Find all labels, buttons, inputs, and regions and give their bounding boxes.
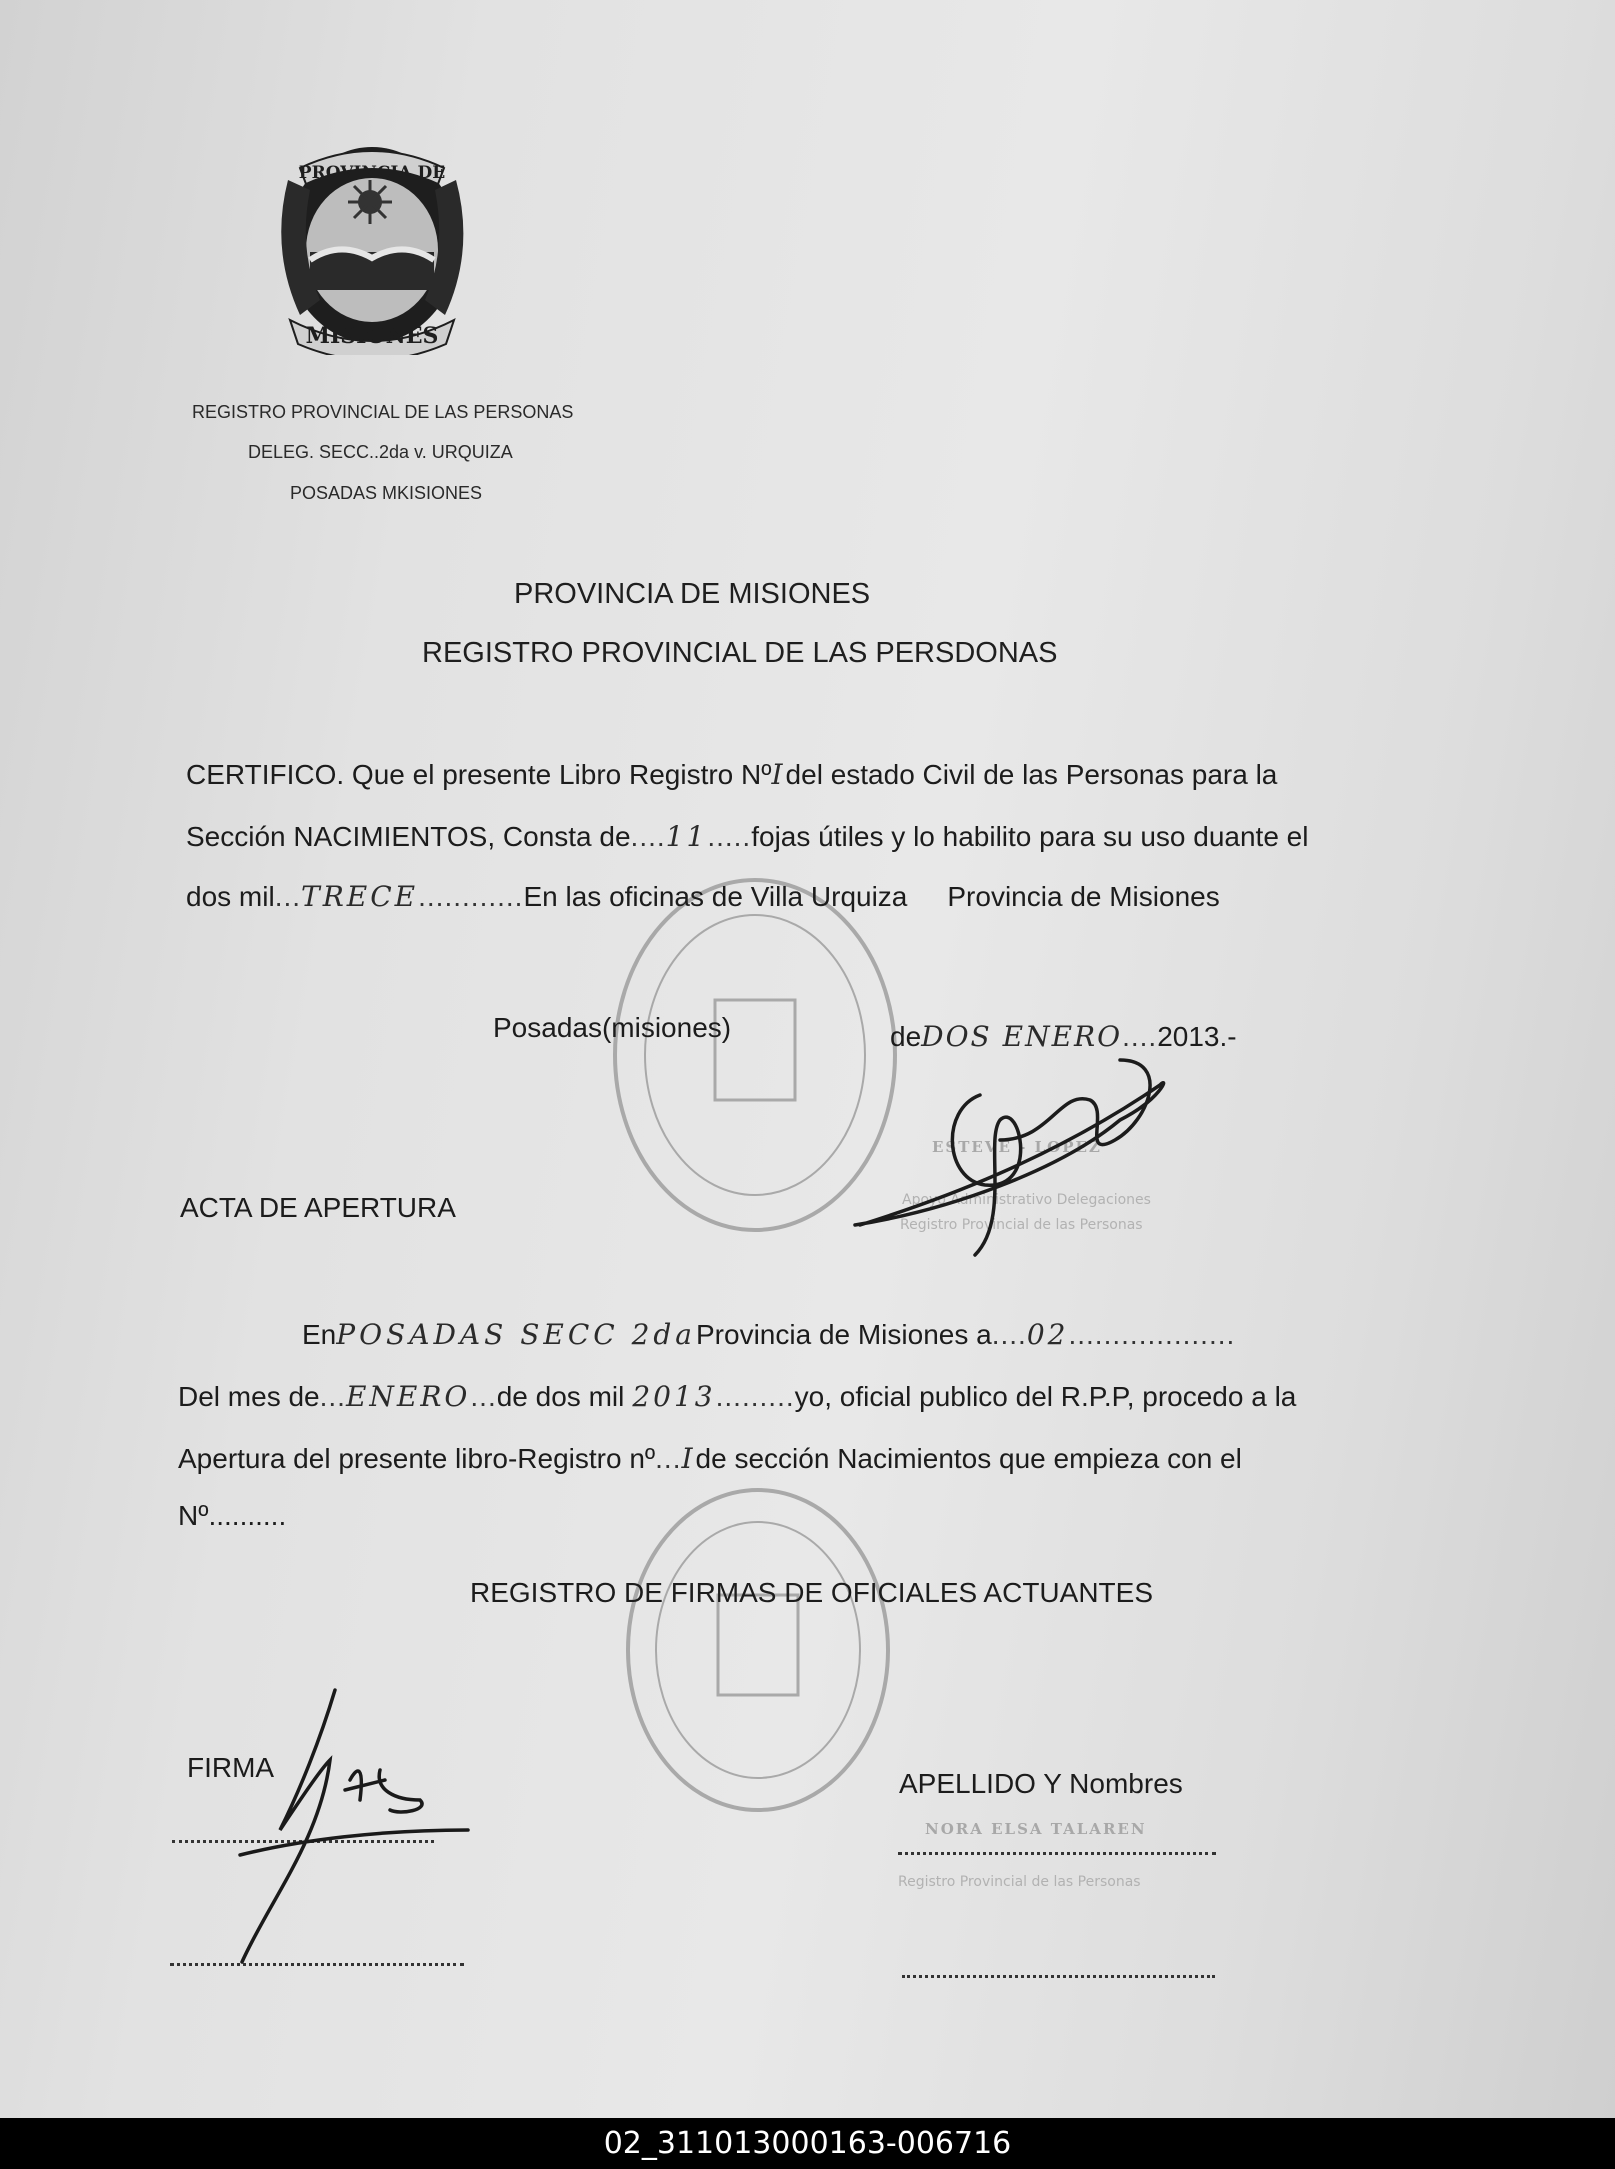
cert-line-2-dots-b: ..... — [707, 821, 752, 852]
firma-stamp-sub: Registro Provincial de las Personas — [898, 1874, 1141, 1890]
apertura-line-1-dots-a: .... — [991, 1319, 1027, 1350]
apertura-place-handwritten: POSADAS SECC 2da — [336, 1318, 696, 1351]
apertura-line-1-text-b: Provincia de Misiones a — [696, 1319, 992, 1350]
signature-1-stamp-name: ESTEVE - LOPEZ — [932, 1138, 1102, 1156]
crest-top-text: PROVINCIA DE — [298, 163, 446, 183]
cert-line-3-text-c: Provincia de Misiones — [947, 881, 1220, 912]
apertura-line-3-text-a: Apertura del presente libro-Registro nº — [178, 1443, 656, 1474]
apertura-day-handwritten: 02 — [1026, 1318, 1069, 1351]
apertura-line-2-text-c: yo, oficial publico del R.P.P, procedo a la — [794, 1381, 1297, 1412]
apertura-year-handwritten: 2013 — [632, 1380, 716, 1413]
apertura-book-number: I — [681, 1442, 696, 1475]
cert-year-words: TRECE — [301, 880, 419, 913]
crest-bottom-text: MISIONES — [305, 323, 439, 349]
apertura-line-1-dots-b: ................... — [1068, 1319, 1236, 1350]
apertura-line-2-dots-a: ... — [319, 1381, 346, 1412]
firma-stamp-name: NORA ELSA TALAREN — [925, 1820, 1147, 1838]
cert-place: Posadas(misiones) — [493, 1012, 732, 1043]
signature-1-stamp-line-2: Registro Provincial de las Personas — [900, 1217, 1143, 1233]
office-line-1: REGISTRO PROVINCIAL DE LAS PERSONAS — [192, 402, 574, 422]
cert-line-1-text-a: CERTIFICO. Que el presente Libro Registro Nº — [186, 759, 772, 790]
apertura-line-2-dots-c: ......... — [715, 1381, 795, 1412]
cert-date-year: 2013.- — [1157, 1021, 1237, 1052]
cert-line-2-text-a: Sección NACIMIENTOS, Consta de — [186, 821, 631, 852]
firma-label: FIRMA — [187, 1752, 275, 1783]
cert-line-1-text-b: del estado Civil de las Personas para la — [785, 759, 1278, 790]
apertura-heading: ACTA DE APERTURA — [180, 1192, 456, 1223]
title-registry: REGISTRO PROVINCIAL DE LAS PERSDONAS — [422, 637, 1058, 669]
apellido-line-2 — [902, 1975, 1215, 1978]
office-line-2: DELEG. SECC..2da v. URQUIZA — [248, 442, 513, 462]
apertura-line-4: Nº.......... — [178, 1500, 287, 1531]
office-line-3: POSADAS MKISIONES — [290, 483, 483, 503]
cert-line-2-dots-a: .... — [630, 821, 666, 852]
apertura-line-2-text-b: de dos mil — [496, 1381, 625, 1412]
apellido-line-1 — [898, 1852, 1216, 1855]
cert-line-2-text-b: fojas útiles y lo habilito para su uso duante el — [751, 821, 1309, 852]
cert-fojas-count: 11 — [665, 820, 708, 853]
cert-date-de: de — [890, 1021, 922, 1052]
cert-line-3-dots-b: ............ — [418, 881, 524, 912]
cert-date-dots: .... — [1122, 1021, 1158, 1052]
apertura-line-2-text-a: Del mes de — [178, 1381, 320, 1412]
title-province: PROVINCIA DE MISIONES — [514, 578, 871, 610]
footer-code: 02_311013000163-006716 — [0, 2118, 1615, 2169]
cert-date-handwritten: DOS ENERO — [921, 1020, 1123, 1053]
cert-line-3-dots-a: ... — [274, 881, 302, 912]
apertura-line-2-dots-b: ... — [470, 1381, 497, 1412]
apertura-line-3-dots: ... — [655, 1443, 682, 1474]
signature-1-stamp-line-1: Apoyo Administrativo Delegaciones — [902, 1192, 1151, 1208]
apertura-month-handwritten: ENERO — [345, 1380, 471, 1413]
apellido-label: APELLIDO Y Nombres — [899, 1768, 1183, 1799]
cert-line-3-text-b: En las oficinas de Villa Urquiza — [523, 881, 908, 912]
apertura-line-3-text-b: de sección Nacimientos que empieza con el — [695, 1443, 1242, 1474]
apertura-line-1-text-a: En — [302, 1319, 337, 1350]
firmas-heading: REGISTRO DE FIRMAS DE OFICIALES ACTUANTES — [470, 1577, 1153, 1608]
cert-book-number: I — [771, 758, 786, 791]
cert-line-3-text-a: dos mil — [186, 881, 275, 912]
